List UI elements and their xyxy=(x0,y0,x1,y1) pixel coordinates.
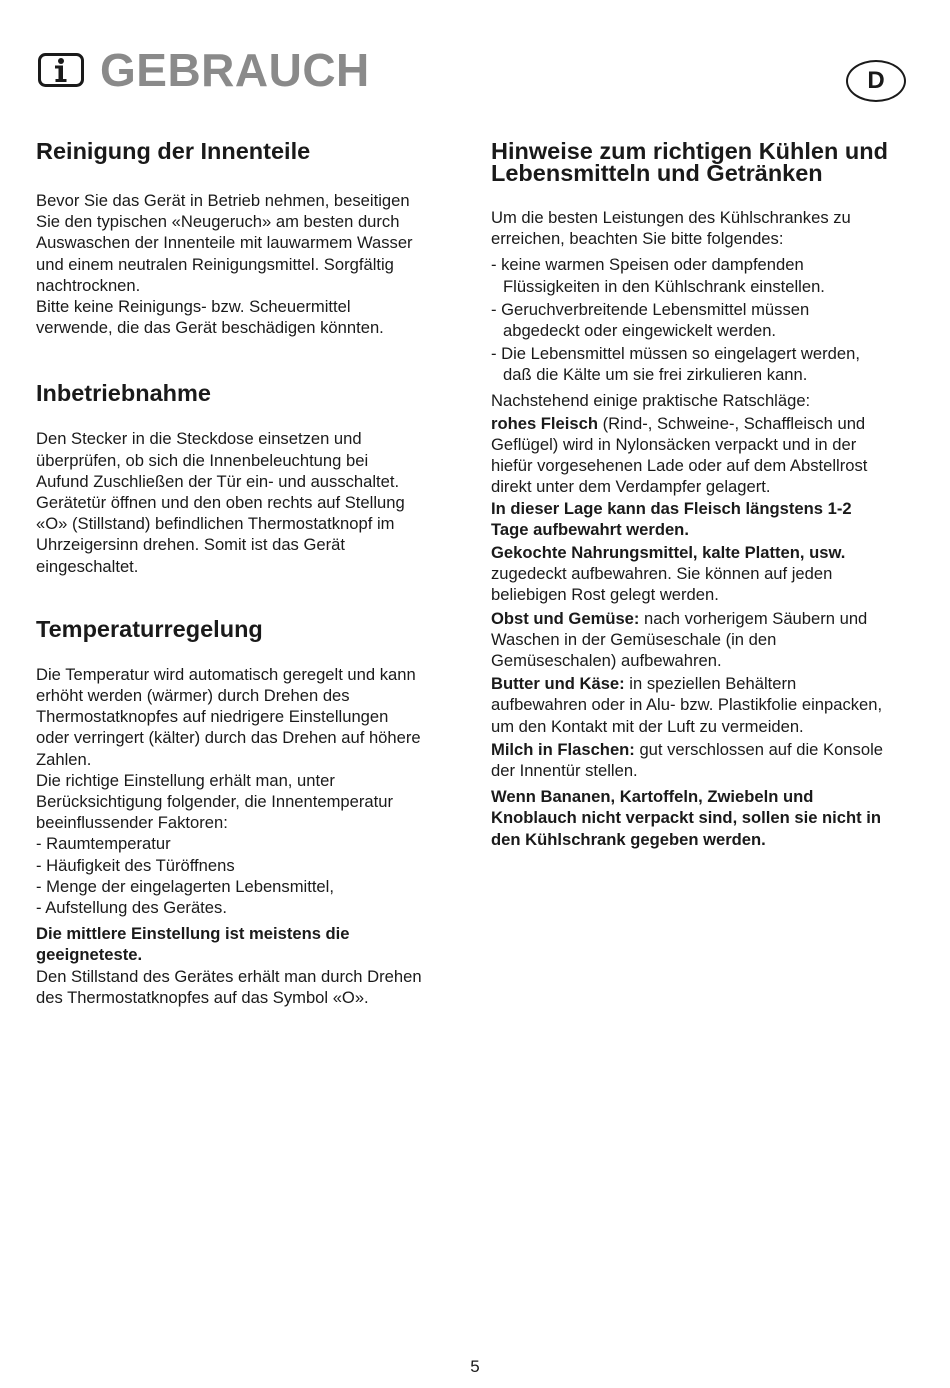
tip-first-line xyxy=(491,673,921,694)
page-header xyxy=(36,44,916,100)
text-line: Uhrzeigersinn drehen. Somit ist das Gerät xyxy=(36,535,345,555)
text-line: Die Temperatur wird automatisch geregelt und kann xyxy=(36,664,416,684)
text-line: Aufund Zuschließen der Tür ein- und ausschaltet. xyxy=(36,471,400,491)
text-line: Berücksichtigung folgender, die Innentemperatur xyxy=(36,792,393,812)
section-heading-reinigung: Reinigung der Innenteile xyxy=(36,138,311,164)
tip-gekocht xyxy=(491,542,921,606)
page-title: GEBRAUCH xyxy=(100,44,370,96)
text-line: Den Stillstand des Gerätes erhält man durch Drehen xyxy=(36,966,422,986)
text-line: Um die besten Leistungen des Kühlschrankes zu xyxy=(491,208,851,227)
tip-first-line xyxy=(491,608,921,629)
tip-label: Obst und Gemüse: xyxy=(491,608,640,628)
text-line: oder verringert (kälter) durch das Drehen auf höhere xyxy=(36,728,421,748)
text-line: Thermostatknopfes auf niedrigere Einstellungen xyxy=(36,707,389,727)
tip-label: rohes Fleisch xyxy=(491,413,598,433)
text-line: Sie den typischen «Neugeruch» am besten durch xyxy=(36,212,400,232)
list-item xyxy=(491,343,921,385)
text-line: direkt unter dem Verdampfer gelagert. xyxy=(491,477,771,497)
bullet-line: - Die Lebensmittel müssen so eingelagert werden, xyxy=(491,344,860,364)
list-item xyxy=(491,254,921,296)
text-line: verwende, die das Gerät beschädigen könnten. xyxy=(36,318,384,338)
tip-first-line xyxy=(491,413,921,434)
tip-milch xyxy=(491,739,921,781)
text-line: und einem neutralen Reinigungsmittel. Sorgfältig xyxy=(36,254,394,274)
bold-note: geeigneteste. xyxy=(36,945,143,965)
hinweise-intro xyxy=(491,207,921,249)
list-item xyxy=(491,299,921,341)
text-line: hiefür vorgesehenen Lade oder auf dem Abstellrost xyxy=(491,456,868,476)
section-heading-hinweise xyxy=(491,140,921,184)
text-line: beliebigen Rost gelegt werden. xyxy=(491,585,719,605)
text-line: Die richtige Einstellung erhält man, unter xyxy=(36,770,335,790)
tips-intro: Nachstehend einige praktische Ratschläge: xyxy=(491,390,811,410)
language-badge: D xyxy=(846,60,906,102)
tip-butter xyxy=(491,673,921,737)
bullet-line: - Geruchverbreitende Lebensmittel müssen xyxy=(491,299,810,319)
text-line: Auswaschen der Innenteile mit lauwarmem Wasser xyxy=(36,233,413,253)
section-heading-inbetriebnahme: Inbetriebnahme xyxy=(36,380,211,407)
list-item: - Häufigkeit des Türöffnens xyxy=(36,855,235,875)
bold-note: Wenn Bananen, Kartoffeln, Zwiebeln und xyxy=(491,787,814,807)
tip-obst xyxy=(491,608,921,672)
text-line: beeinflussender Faktoren: xyxy=(36,813,228,833)
right-column xyxy=(491,140,921,850)
text-line: des Thermostatknopfes auf das Symbol «O». xyxy=(36,987,369,1007)
tip-label: Gekochte Nahrungsmittel, kalte Platten, usw. xyxy=(491,543,846,563)
inbetriebnahme-body xyxy=(36,428,450,576)
text-line: erreichen, beachten Sie bitte folgendes: xyxy=(491,229,784,249)
bullet-continuation: abgedeckt oder eingewickelt werden. xyxy=(503,321,777,341)
tip-label: Butter und Käse: xyxy=(491,674,625,694)
bold-note: den Kühlschrank gegeben werden. xyxy=(491,829,766,849)
bullet-continuation: Flüssigkeiten in den Kühlschrank einstellen. xyxy=(503,276,825,296)
tip-first-line xyxy=(491,739,921,760)
tip-text: (Rind-, Schweine-, Schaffleisch und xyxy=(597,413,866,433)
text-line: Bevor Sie das Gerät in Betrieb nehmen, beseitigen xyxy=(36,191,410,210)
text-line: der Innentür stellen. xyxy=(491,761,638,781)
tip-text: in speziellen Behältern xyxy=(624,674,797,694)
text-line: Gerätetür öffnen und den oben rechts auf Stellung xyxy=(36,493,405,513)
list-item: - Menge der eingelagerten Lebensmittel, xyxy=(36,876,334,896)
page-number: 5 xyxy=(470,1357,480,1376)
temperaturregelung-body xyxy=(36,664,450,1008)
text-line: eingeschaltet. xyxy=(36,556,139,576)
section-heading-temperaturregelung: Temperaturregelung xyxy=(36,615,263,642)
text-line: um den Kontakt mit der Luft zu vermeiden. xyxy=(491,716,804,736)
left-column xyxy=(36,140,450,1008)
warning-note xyxy=(491,786,921,850)
tip-label: Milch in Flaschen: xyxy=(491,739,635,759)
bold-note: Die mittlere Einstellung ist meistens die xyxy=(36,924,350,944)
text-line: «O» (Stillstand) befindlichen Thermostatknopf im xyxy=(36,514,395,534)
text-line: Geflügel) wird in Nylonsäcken verpackt und in der xyxy=(491,435,857,455)
text-line: zugedeckt aufbewahren. Sie können auf jeden xyxy=(491,564,833,584)
text-line: Bitte keine Reinigungs- bzw. Scheuermittel xyxy=(36,297,351,317)
bold-note: Knoblauch nicht verpackt sind, sollen sie nicht in xyxy=(491,808,882,828)
text-line: Gemüseschalen) aufbewahren. xyxy=(491,651,722,671)
hinweise-bullets xyxy=(491,254,921,385)
text-line: Zahlen. xyxy=(36,749,92,769)
heading-line: Lebensmitteln und Getränken xyxy=(491,160,823,186)
info-icon xyxy=(38,53,84,87)
text-line: Waschen in der Gemüseschale (in den xyxy=(491,629,777,649)
tip-text: nach vorherigem Säubern und xyxy=(639,608,868,628)
bullet-continuation: daß die Kälte um sie frei zirkulieren kann. xyxy=(503,365,808,385)
reinigung-body xyxy=(36,190,450,338)
heading-line: Hinweise zum richtigen Kühlen und xyxy=(491,138,888,164)
text-line: überprüfen, ob sich die Innenbeleuchtung bei xyxy=(36,450,369,470)
bullet-line: - keine warmen Speisen oder dampfenden xyxy=(491,255,804,275)
text-line: nachtrocknen. xyxy=(36,275,141,295)
text-line: Den Stecker in die Steckdose einsetzen und xyxy=(36,429,362,449)
bold-note: In dieser Lage kann das Fleisch längstens 1-2 xyxy=(491,498,852,518)
bold-note: Tage aufbewahrt werden. xyxy=(491,519,689,539)
list-item: - Aufstellung des Gerätes. xyxy=(36,898,227,918)
list-item: - Raumtemperatur xyxy=(36,834,171,854)
tip-fleisch xyxy=(491,413,921,540)
text-line: erhöht werden (wärmer) durch Drehen des xyxy=(36,686,350,706)
tip-text: gut verschlossen auf die Konsole xyxy=(634,739,883,759)
text-line: aufbewahren oder in Alu- bzw. Plastikfolie einpacken, xyxy=(491,695,883,715)
